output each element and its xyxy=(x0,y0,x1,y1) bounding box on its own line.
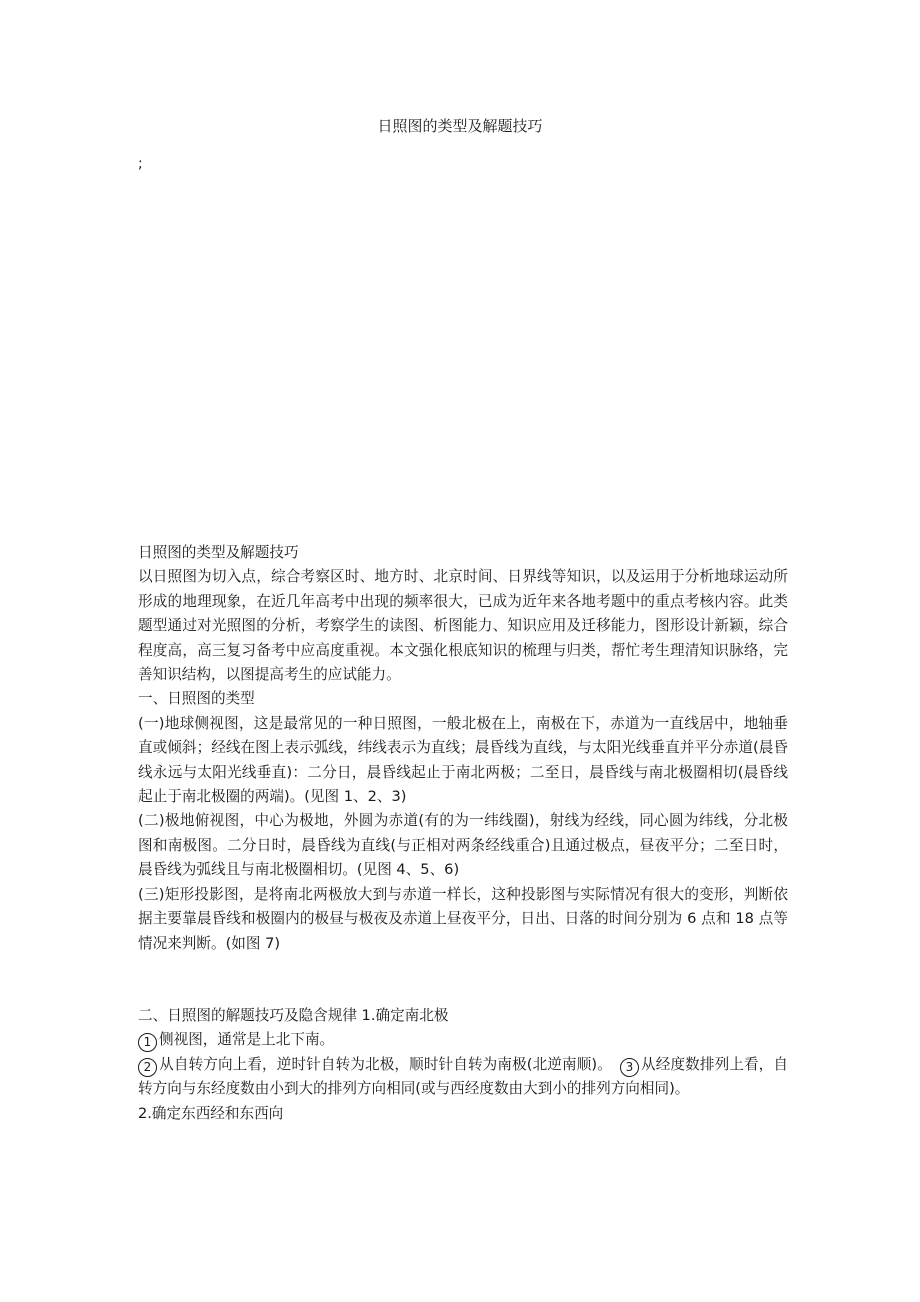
tip2-text: 从自转方向上看，逆时针自转为北极，顺时针自转为南极(北逆南顺)。 xyxy=(159,1055,612,1073)
intro-paragraph: 以日照图为切入点，综合考察区时、地方时、北京时间、日界线等知识，以及运用于分析地球运动所形成的地理现象，在近几年高考中出现的频率很大，已成为近年来各地考题中的重点考核内容。此类题型通过对光照图的分析，考察学生的读图、析图能力、知识应用及迁移能力，图形设计新颖，综合程度高，高三复习备考中应高度重视。本文强化根底知识的梳理与归类，帮忙考生理清知识脉络，完善知识结构，以图提高考生的应试能力。 xyxy=(138,568,788,684)
type1-paragraph: (一)地球侧视图，这是最常见的一种日照图，一般北极在上，南极在下，赤道为一直线居中，地轴垂直或倾斜；经线在图上表示弧线，纬线表示为直线；晨昏线为直线，与太阳光线垂直并平分赤道(晨昏线永远与太阳光线垂直)：二分日，晨昏线起止于南北两极；二至日，晨昏线与南北极圈相切(晨昏线起止于南北极圈的两端)。(见图 1、2、3) xyxy=(138,714,788,806)
document-body xyxy=(138,541,788,1126)
stray-semicolon: ; xyxy=(138,156,143,172)
section2-heading: 二、日照图的解题技巧及隐含规律 1.确定南北极 xyxy=(138,1006,449,1024)
tip2-tip3-paragraph xyxy=(138,1053,788,1102)
article-heading: 日照图的类型及解题技巧 xyxy=(138,544,299,561)
document-title: 日照图的类型及解题技巧 xyxy=(377,117,543,135)
circled-number-3: 3 xyxy=(620,1058,639,1077)
circled-number-1: 1 xyxy=(138,1033,157,1052)
type2-paragraph: (二)极地俯视图，中心为极地，外圆为赤道(有的为一纬线圈)，射线为经线，同心圆为纬线，分北极图和南极图。二分日时，晨昏线为直线(与正相对两条经线重合)且通过极点，昼夜平分；二至日时，晨昏线为弧线且与南北极圈相切。(见图 4、5、6) xyxy=(138,812,788,879)
circled-number-2: 2 xyxy=(138,1058,157,1077)
tip1-paragraph xyxy=(138,1028,788,1052)
section1-heading: 一、日照图的类型 xyxy=(138,690,255,708)
tip3-text: 从经度数排列上看，自转方向与东经度数由小到大的排列方向相同(或与西经度数由大到小的排列方向相同)。 xyxy=(138,1055,788,1098)
subheading-2: 2.确定东西经和东西向 xyxy=(138,1104,284,1122)
type3-paragraph: (三)矩形投影图，是将南北两极放大到与赤道一样长，这种投影图与实际情况有很大的变形，判断依据主要靠晨昏线和极圈内的极昼与极夜及赤道上昼夜平分，日出、日落的时间分别为 6 点和 18 点等情况来判断。(如图 7) xyxy=(138,885,788,952)
paragraph-gap xyxy=(138,956,788,1004)
tip1-text: 侧视图，通常是上北下南。 xyxy=(159,1031,335,1049)
